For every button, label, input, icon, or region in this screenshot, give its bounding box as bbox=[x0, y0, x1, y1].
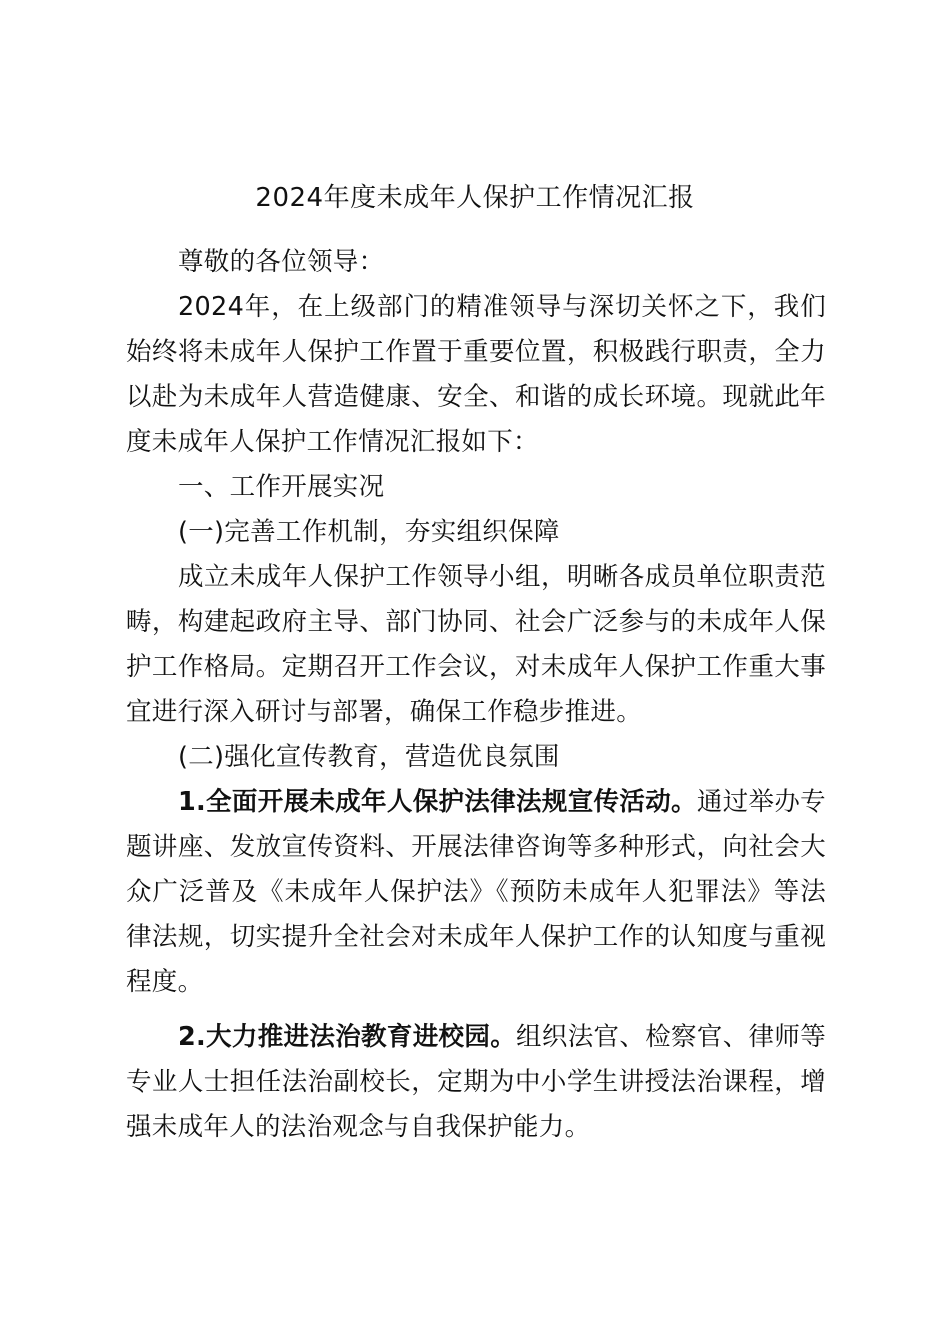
item-2-paragraph bbox=[126, 1015, 826, 1150]
subsection-heading-2: (二)强化宣传教育，营造优良氛围 bbox=[178, 742, 560, 772]
item-1-paragraph bbox=[126, 780, 826, 1005]
item-1-lead: 1.全面开展未成年人保护法律法规宣传活动。 bbox=[178, 787, 697, 817]
document-title: 2024年度未成年人保护工作情况汇报 bbox=[255, 183, 695, 213]
section-heading-1: 一、工作开展实况 bbox=[178, 472, 385, 502]
item-2-lead: 2.大力推进法治教育进校园。 bbox=[178, 1022, 517, 1052]
item-1-body: 通过举办专题讲座、发放宣传资料、开展法律咨询等多种形式，向社会大众广泛普及《未成年人保护法》《预防未成年人犯罪法》等法律法规，切实提升全社会对未成年人保护工作的认知度与重视程度。 bbox=[126, 787, 826, 997]
item-2-body: 组织法官、检察官、律师等专业人士担任法治副校长，定期为中小学生讲授法治课程，增强未成年人的法治观念与自我保护能力。 bbox=[126, 1022, 826, 1142]
subsection-1-paragraph: 成立未成年人保护工作领导小组，明晰各成员单位职责范畴，构建起政府主导、部门协同、社会广泛参与的未成年人保护工作格局。定期召开工作会议，对未成年人保护工作重大事宜进行深入研讨与部署，确保工作稳步推进。 bbox=[126, 562, 826, 727]
intro-paragraph: 2024年，在上级部门的精准领导与深切关怀之下，我们始终将未成年人保护工作置于重要位置，积极践行职责，全力以赴为未成年人营造健康、安全、和谐的成长环境。现就此年度未成年人保护工作情况汇报如下： bbox=[126, 292, 826, 457]
subsection-heading-1: (一)完善工作机制，夯实组织保障 bbox=[178, 517, 560, 547]
salutation: 尊敬的各位领导： bbox=[178, 247, 385, 277]
document-body bbox=[126, 240, 826, 1150]
